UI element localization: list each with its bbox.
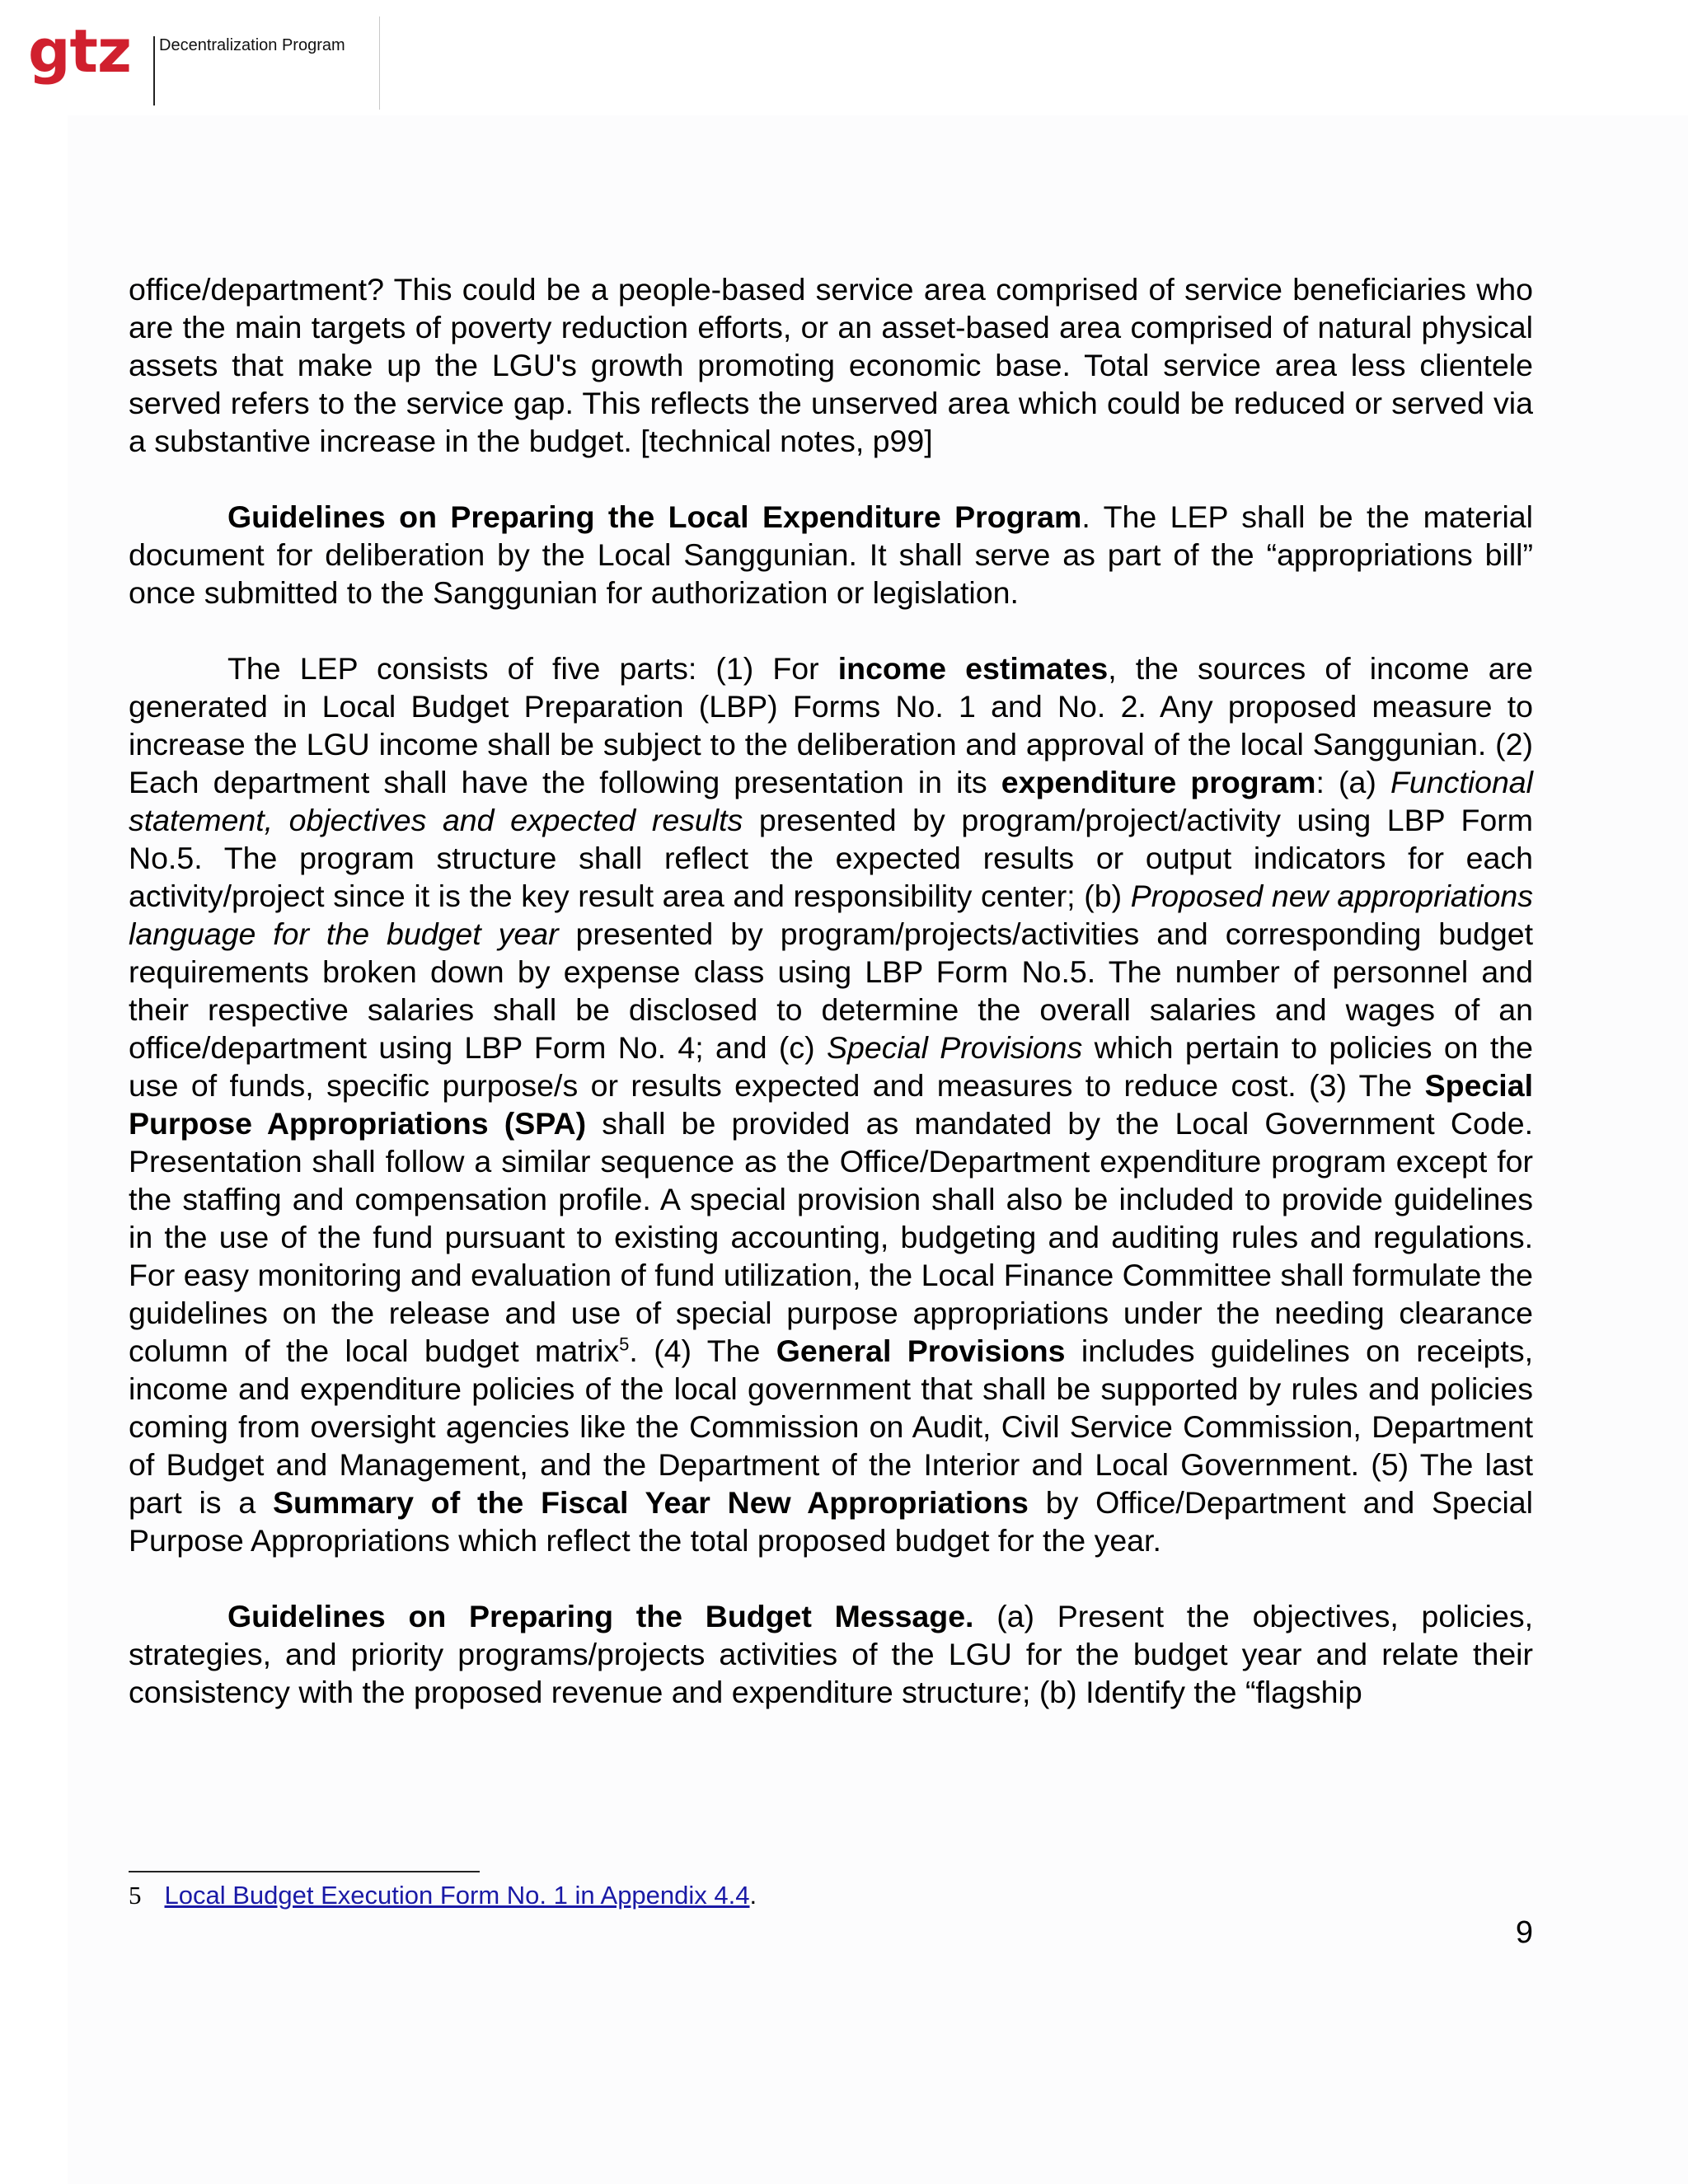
- footnote-link[interactable]: Local Budget Execution Form No. 1 in Appendix 4.4: [164, 1881, 750, 1910]
- program-name: Decentralization Program: [159, 36, 345, 54]
- paragraph-service-area: office/department? This could be a people-based service area comprised of service beneficiaries who are the main targets of poverty reduction efforts, or an asset-based area comprised of natural physical assets that make up the LGU's growth promoting economic base. Total service area less clientele served refers to the service gap. This reflects the unserved area which could be reduced or served via a substantive increase in the budget. [technical notes, p99]: [129, 272, 1533, 458]
- gtz-logo: [28, 16, 382, 111]
- logo-divider: [153, 36, 155, 105]
- logo-wordmark: gtz: [28, 16, 131, 86]
- paragraph-lep-guidelines: Guidelines on Preparing the Local Expenditure Program. The LEP shall be the material document for deliberation by the Local Sanggunian. It shall serve as part of the “appropriations bill” once submitted to the Sanggunian for authorization or legislation.: [129, 499, 1533, 610]
- footnote-number: 5: [129, 1881, 142, 1910]
- footnote: 5 Local Budget Execution Form No. 1 in Appendix 4.4.: [129, 1881, 757, 1910]
- lep-guidelines-heading: Guidelines on Preparing the Local Expenditure Program: [227, 499, 1082, 534]
- page-number: 9: [1515, 1915, 1533, 1950]
- page-body: [129, 270, 1533, 1749]
- paragraph-lep-parts: The LEP consists of five parts: (1) For income estimates, the sources of income are generated in Local Budget Preparation (LBP) Forms No. 1 and No. 2. Any proposed measure to increase the LGU income shall be subject to the deliberation and approval of the local Sanggunian. (2) Each department shall have the following presentation in its expenditure program: (a) Functional statement, objectives and expected results presented by program/project/activity using LBP Form No.5. The program structure shall reflect the expected results or output indicators for each activity/project since it is the key result area and responsibility center; (b) Proposed new appropriations language for the budget year presented by program/projects/activities and corresponding budget requirements broken down by expense class using LBP Form No.5. The number of personnel and their respective salaries shall be disclosed to determine the overall salaries and wages of an office/department using LBP Form No. 4; and (c) Special Provisions which pertain to policies on the use of funds, specific purpose/s or results expected and measures to reduce cost. (3) The Special Purpose Appropriations (SPA) shall be provided as mandated by the Local Government Code. Presentation shall follow a similar sequence as the Office/Department expenditure program except for the staffing and compensation profile. A special provision shall also be included to provide guidelines in the use of the fund pursuant to existing accounting, budgeting and auditing rules and regulations. For easy monitoring and evaluation of fund utilization, the Local Finance Committee shall formulate the guidelines on the release and use of special purpose appropriations under the needing clearance column of the local budget matrix$^5$. (4) The General Provisions includes guidelines on receipts, income and expenditure policies of the local government that shall be supported by rules and policies coming from oversight agencies like the Commission on Audit, Civil Service Commission, Department of Budget and Management, and the Department of the Interior and Local Government. (5) The last part is a Summary of the Fiscal Year New Appropriations by Office/Department and Special Purpose Appropriations which reflect the total proposed budget for the year.: [129, 651, 1533, 1558]
- budget-message-heading: Guidelines on Preparing the Budget Message.: [227, 1599, 974, 1633]
- footnote-reference[interactable]: 5: [619, 1333, 630, 1355]
- header-rule: [379, 16, 380, 110]
- paragraph-budget-message: Guidelines on Preparing the Budget Message. (a) Present the objectives, policies, strategies, and priority programs/projects activities of the LGU for the budget year and relate their consistency with the proposed revenue and expenditure structure; (b) Identify the “flagship: [129, 1599, 1533, 1709]
- footnote-separator: [129, 1871, 480, 1872]
